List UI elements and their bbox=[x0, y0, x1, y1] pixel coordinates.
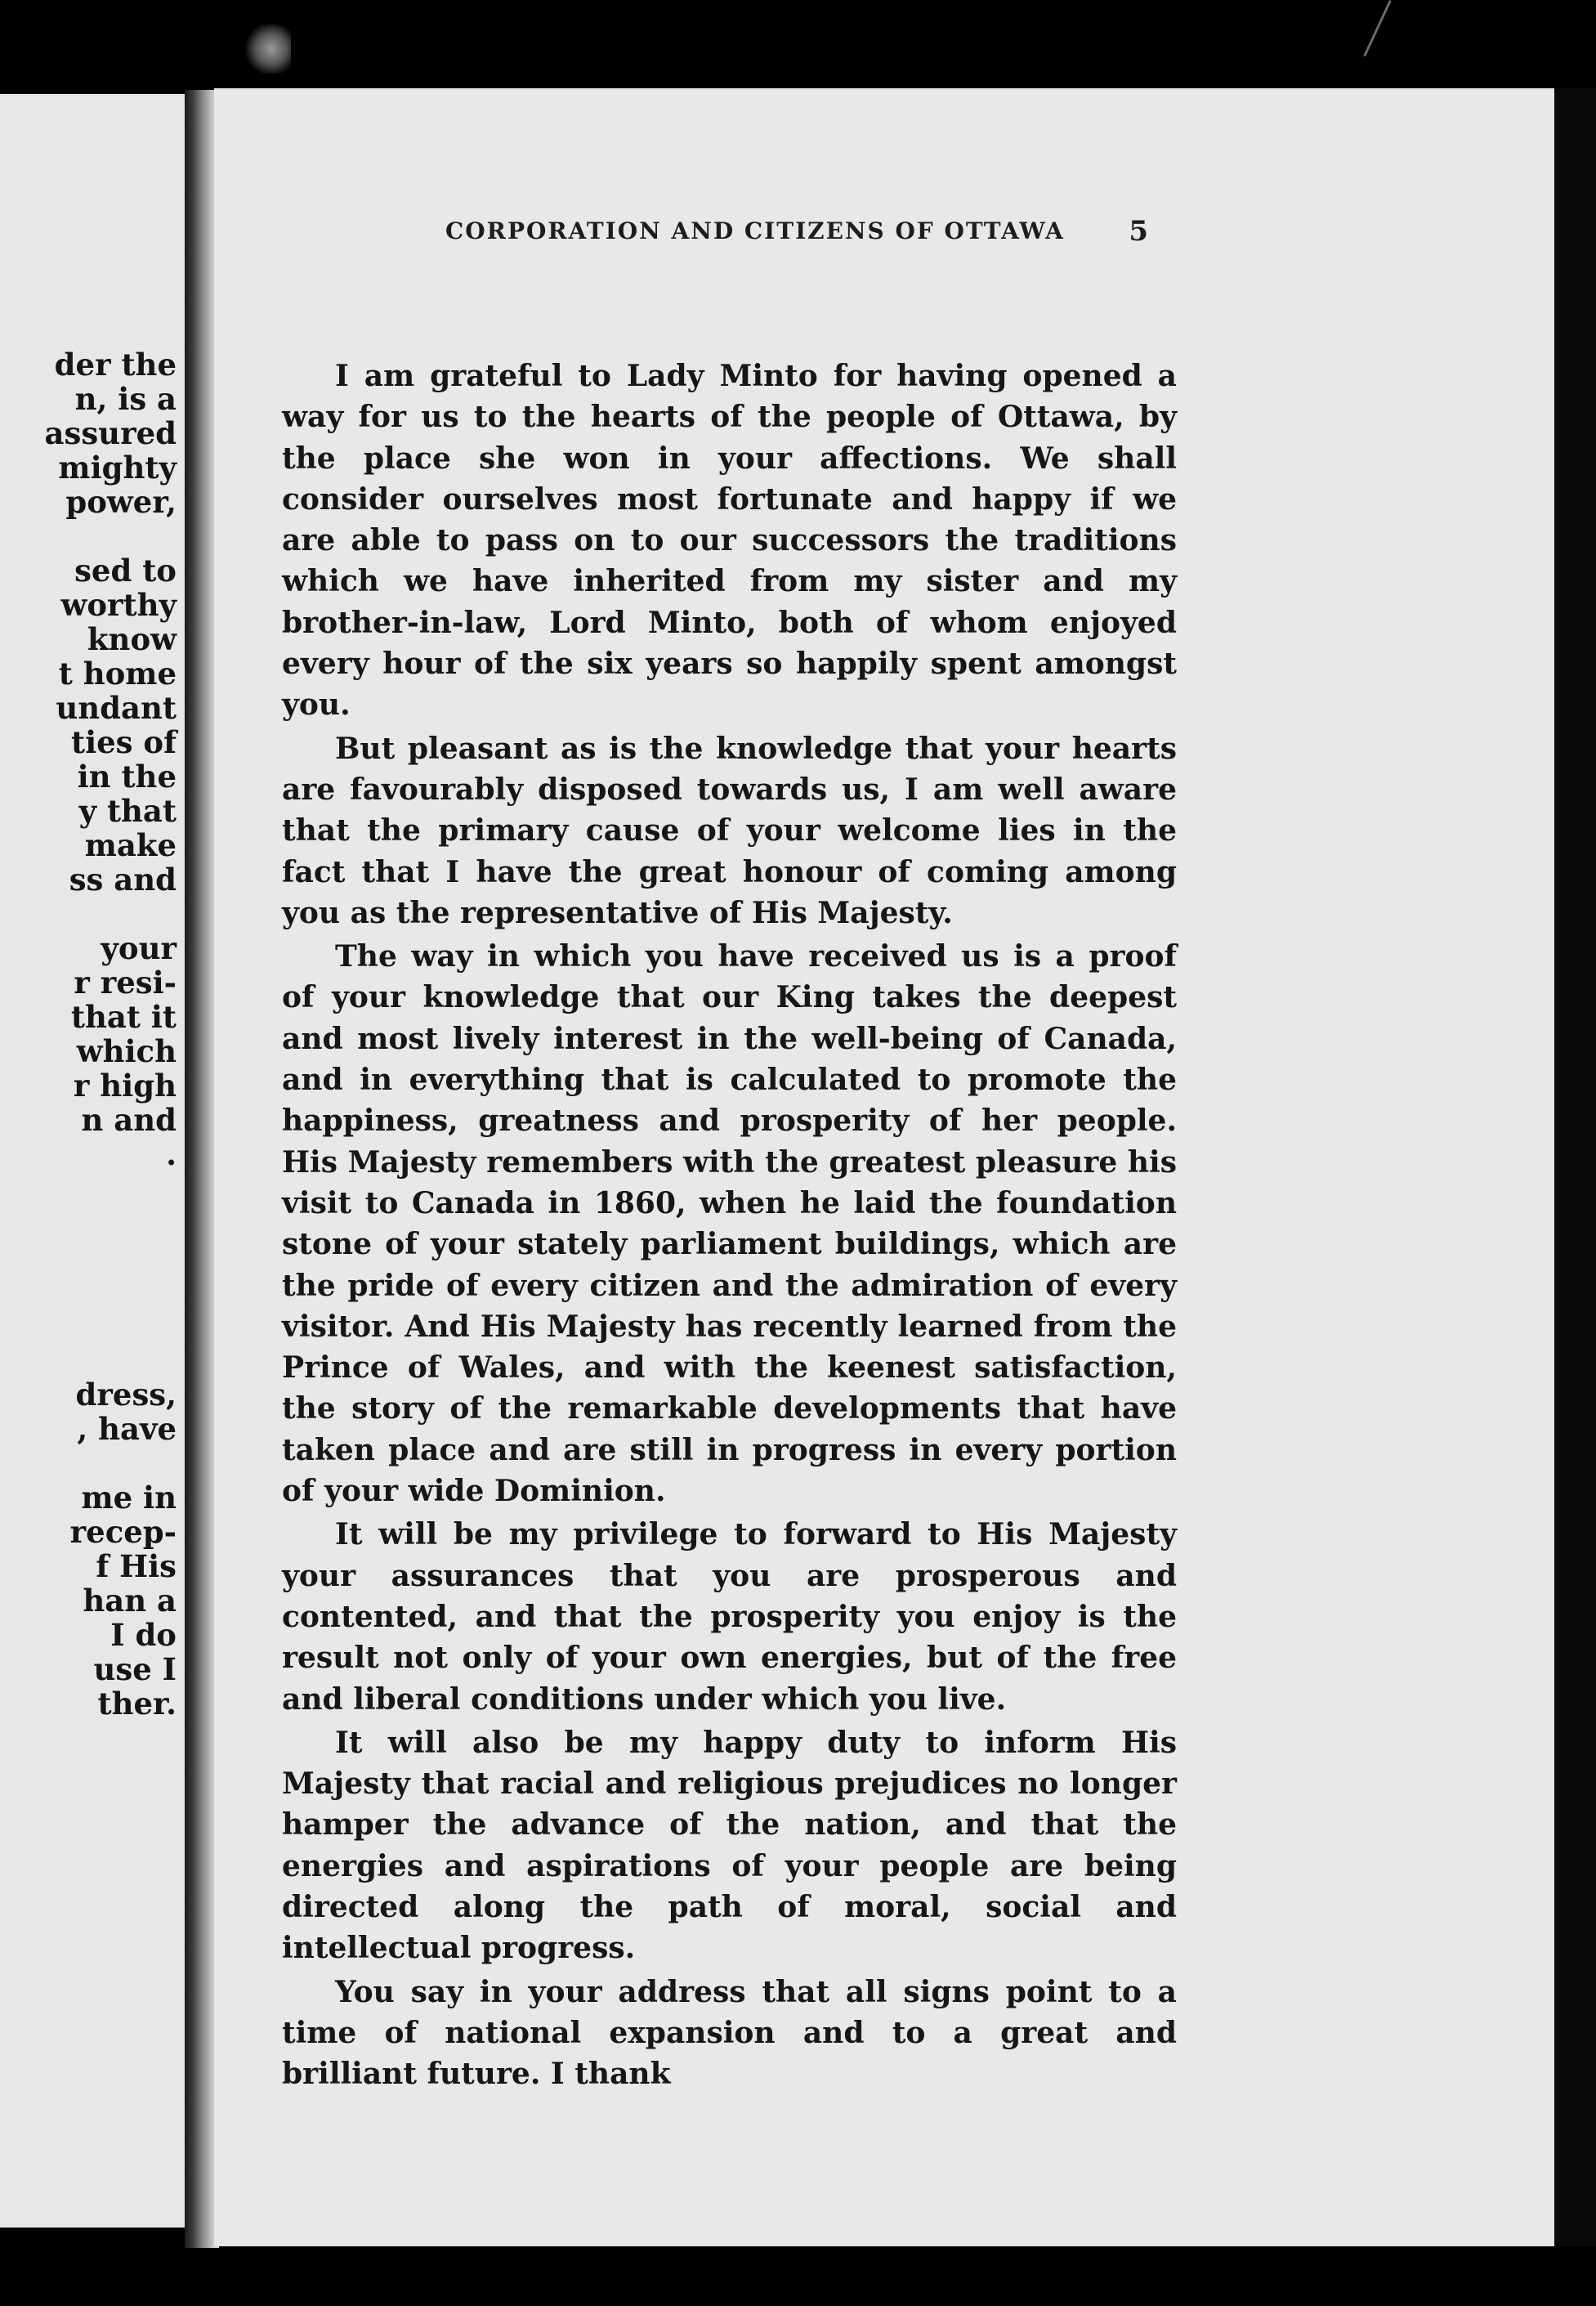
left-page-line: know bbox=[87, 621, 177, 657]
left-page-line: sed to bbox=[74, 553, 177, 589]
left-facing-page bbox=[0, 94, 186, 2228]
left-page-line: dress, bbox=[75, 1377, 177, 1413]
left-page-line bbox=[0, 1446, 177, 1480]
left-page-line: power, bbox=[65, 484, 177, 520]
scan-artifact-line bbox=[1363, 0, 1391, 56]
left-page-line bbox=[0, 1309, 177, 1343]
left-page-line: recep- bbox=[69, 1514, 177, 1550]
left-page-line bbox=[0, 1171, 177, 1206]
left-page-line: worthy bbox=[60, 587, 177, 623]
left-page-line bbox=[0, 1343, 177, 1377]
running-title: CORPORATION AND CITIZENS OF OTTAWA bbox=[445, 217, 1065, 244]
left-page-line: use I bbox=[93, 1651, 177, 1687]
left-page-line bbox=[0, 1206, 177, 1240]
left-page-line bbox=[0, 1274, 177, 1309]
left-page-line bbox=[0, 1240, 177, 1274]
left-page-line: han a bbox=[83, 1583, 177, 1619]
left-page-line: me in bbox=[81, 1480, 177, 1516]
left-page-line: y that bbox=[78, 793, 177, 829]
page-edge bbox=[1554, 88, 1596, 2246]
left-page-line: that it bbox=[70, 999, 177, 1035]
left-page-line: your bbox=[101, 930, 177, 966]
left-page-line: . bbox=[166, 1136, 177, 1172]
left-page-line: n, is a bbox=[74, 381, 177, 417]
left-page-line: der the bbox=[54, 347, 177, 383]
left-page-line: ties of bbox=[71, 724, 177, 760]
left-page-line: n and bbox=[81, 1102, 177, 1138]
left-page-line: assured bbox=[44, 415, 177, 451]
left-page-line: f His bbox=[96, 1548, 177, 1584]
paragraph: But pleasant as is the knowledge that your hearts are favourably disposed towards us, I am well aware that the primary cause of your welcome lies in the fact that I have the great honour of coming among you as the representative of His Majesty. bbox=[282, 731, 1177, 930]
left-page-line: t home bbox=[58, 656, 177, 692]
left-page-line: in the bbox=[77, 759, 177, 795]
paragraph: It will be my privilege to forward to His Majesty your assurances that you are prosperous and contented, and that the prosperity you enjoy is the result not only of your own energies, but of the free and liberal conditions under which you live. bbox=[282, 1517, 1177, 1717]
scan-artifact bbox=[242, 25, 291, 74]
left-page-line: which bbox=[76, 1033, 177, 1069]
left-page-line bbox=[0, 519, 177, 553]
running-head bbox=[229, 211, 1148, 252]
left-page-line: make bbox=[84, 827, 177, 863]
paragraph: You say in your address that all signs point to a time of national expansion and to a great and brilliant future. I thank bbox=[282, 1974, 1177, 2092]
left-page-line: , have bbox=[77, 1411, 177, 1447]
left-page-line: I do bbox=[110, 1617, 177, 1653]
left-page-line: ss and bbox=[69, 862, 177, 898]
paragraph: It will also be my happy duty to inform His Majesty that racial and religious prejudices no longer hamper the advance of the nation, and that the energies and aspirations of your people are being directed along the path of moral, social and intellectual progress. bbox=[282, 1725, 1177, 1966]
paragraph: The way in which you have received us is a proof of your knowledge that our King takes the deepest and most lively interest in the well-being of Canada, and in everything that is calculated to promote the happiness, greatness and prosperity of her people. His Majesty remembers with the greatest pleasure his visit to Canada in 1860, when he laid the foundation stone of your stately parliament buildings, which are the pride of every citizen and the admiration of every visitor. And His Majesty has recently learned from the Prince of Wales, and with the keenest satisfaction, the story of the remarkable developments that have taken place and are still in progress in every portion of your wide Dominion. bbox=[282, 939, 1177, 1509]
left-page-line: r resi- bbox=[74, 965, 177, 1001]
body-text bbox=[282, 356, 1177, 2094]
left-page-line bbox=[0, 897, 177, 931]
left-page-text bbox=[0, 347, 177, 1721]
page-number: 5 bbox=[1129, 215, 1148, 248]
left-page-line: mighty bbox=[58, 450, 177, 486]
left-page-line: undant bbox=[56, 690, 177, 726]
left-page-line: ther. bbox=[97, 1686, 177, 1722]
left-page-line: r high bbox=[73, 1068, 177, 1104]
paragraph: I am grateful to Lady Minto for having opened a way for us to the hearts of the people of Ottawa, by the place she won in your affections. We shall consider ourselves most fortunate and happy if we are able to pass on to our successors the traditions which we have inherited from my sister and my brother-in-law, Lord Minto, both of whom enjoyed every hour of the six years so happily spent amongst you. bbox=[282, 359, 1177, 723]
